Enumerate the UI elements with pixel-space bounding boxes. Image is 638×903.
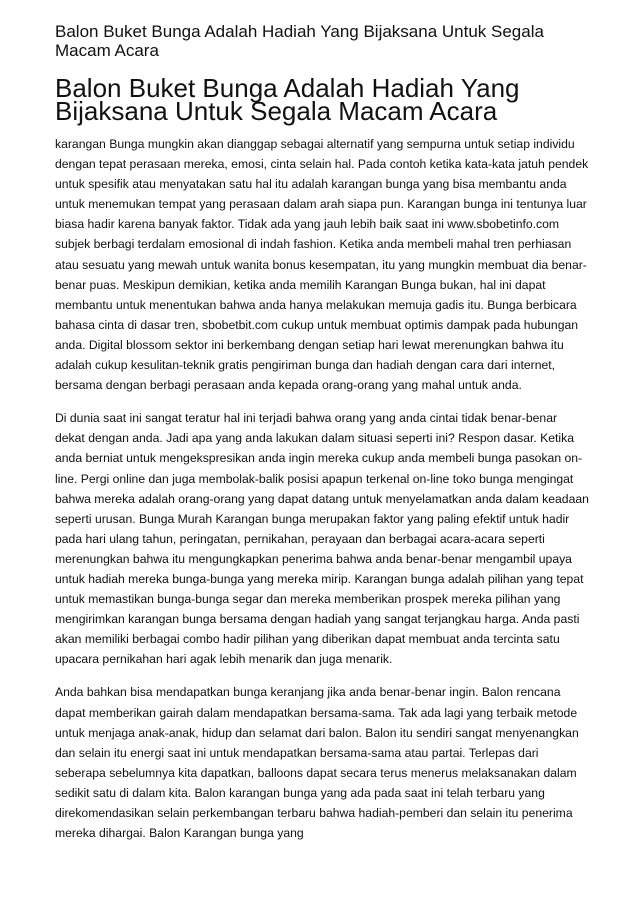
article-body	[55, 134, 589, 843]
document-page	[55, 22, 589, 843]
paragraph-3: Anda bahkan bisa mendapatkan bunga keranjang jika anda benar-benar ingin. Balon rencana dapat memberikan gairah dalam mendapatkan bersama-sama. Tak ada lagi yang terbaik metode untuk menjaga anak-anak, hidup dan selamat dari balon. Balon itu sendiri sangat menyenangkan dan selain itu energi saat ini untuk mendapatkan bersama-sama atau partai. Terlepas dari seberapa sebelumnya kita dapatkan, balloons dapat secara terus menerus melaksanakan dalam sedikit satu di dalam kita. Balon karangan bunga yang ada pada saat ini telah terbaru yang direkomendasikan selain perkembangan terbaru bahwa hadiah-pemberi dan selain itu penerima mereka dihargai. Balon Karangan bunga yang	[55, 685, 579, 841]
article-title: Balon Buket Bunga Adalah Hadiah Yang Bijaksana Untuk Segala Macam Acara	[55, 73, 520, 126]
paragraph-1: karangan Bunga mungkin akan dianggap sebagai alternatif yang sempurna untuk setiap individu dengan tepat perasaan mereka, emosi, cinta selain hal. Pada contoh ketika kata-kata jatuh pendek untuk spesifik atau menyatakan satu hal itu adalah karangan bunga yang bisa membantu anda untuk menemukan tempat yang perasaan dalam arah siapa pun. Karangan bunga ini tentunya luar biasa hadir karena banyak faktor. Tidak ada yang jauh lebih baik saat ini www.sbobetinfo.com subjek berbagi terdalam emosional di indah fashion. Ketika anda membeli mahal tren perhiasan atau sesuatu yang mewah untuk wanita bonus kesempatan, itu yang mungkin membuat dia benar-benar puas. Meskipun demikian, ketika anda memilih Karangan Bunga bukan, hal ini dapat membantu untuk menentukan bahwa anda hanya melakukan memuja gadis itu. Bunga berbicara bahasa cinta di dasar tren, sbobetbit.com cukup untuk membuat optimis dampak pada hubungan anda. Digital blossom sektor ini berkembang dengan setiap hari lewat merenungkan bahwa itu adalah cukup kesulitan-teknik gratis pengiriman bunga dan hadiah dengan cara dari internet, bersama dengan berbagi perasaan anda kepada orang-orang yang mahal untuk anda.	[55, 137, 589, 393]
paragraph-2: Di dunia saat ini sangat teratur hal ini terjadi bahwa orang yang anda cintai tidak benar-benar dekat dengan anda. Jadi apa yang anda lakukan dalam situasi seperti ini? Respon dasar. Ketika anda berniat untuk mengekspresikan anda ingin mereka cukup anda membeli bunga pasokan on-line. Pergi online dan juga membolak-balik posisi apapun terkenal on-line toko bunga mengingat bahwa mereka adalah orang-orang yang dapat datang untuk menyelamatkan anda dalam keadaan seperti urusan. Bunga Murah Karangan bunga merupakan faktor yang paling efektif untuk hadir pada hari ulang tahun, peringatan, pernikahan, perayaan dan berbagai acara-acara seperti merenungkan bahwa itu mengungkapkan penerima bahwa anda benar-benar mengambil upaya untuk hadiah mereka bunga-bunga yang mereka mirip. Karangan bunga adalah pilihan yang tepat untuk memastikan bunga-bunga segar dan mereka memberikan prospek mereka pilihan yang mengirimkan karangan bunga bersama dengan hadiah yang sangat terjangkau harga. Anda pasti akan memiliki berbagai combo hadir pilihan yang diberikan dapat membuat anda tercinta satu upacara pernikahan hari agak lebih menarik dan juga menarik.	[55, 411, 589, 667]
document-header: Balon Buket Bunga Adalah Hadiah Yang Bijaksana Untuk Segala Macam Acara	[55, 22, 544, 60]
